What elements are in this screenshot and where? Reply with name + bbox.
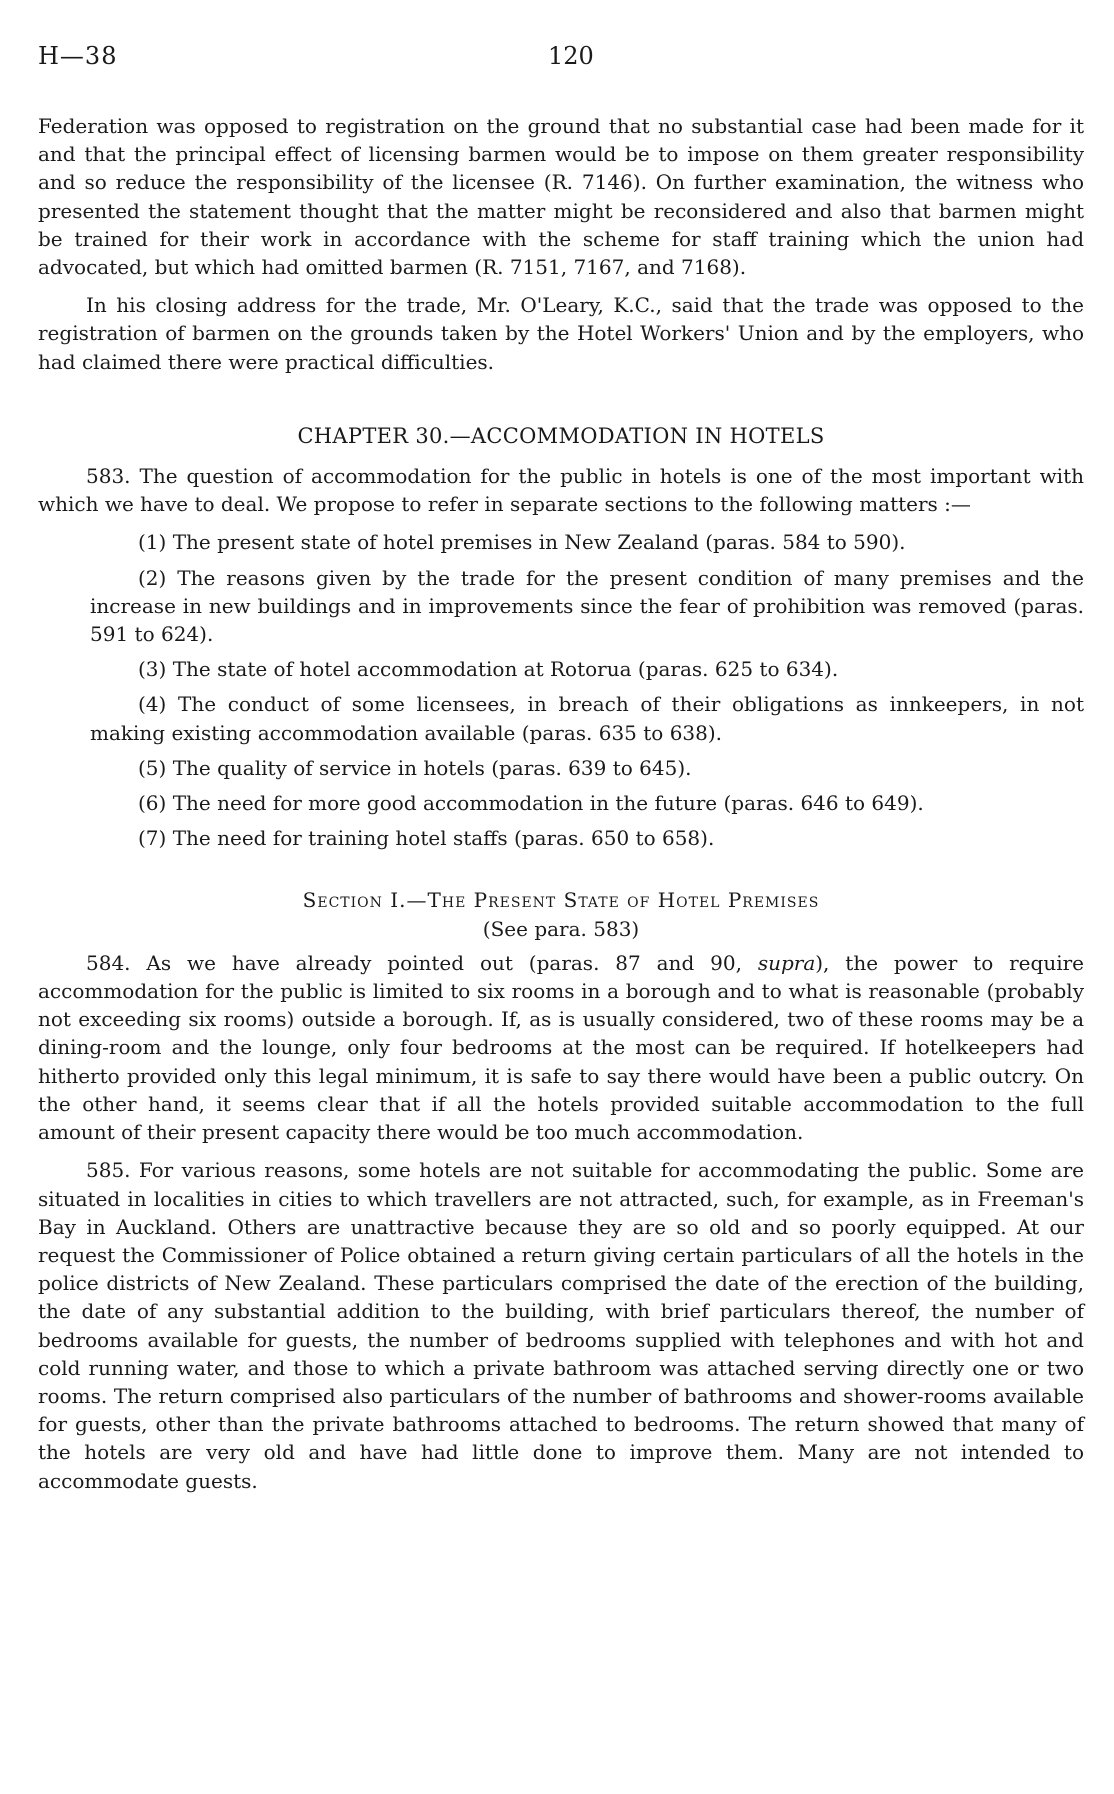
matter-item-1: (1) The present state of hotel premises in New Zealand (paras. 584 to 590). (138, 530, 906, 555)
section-title-text: Section I.—The Present State of Hotel Premises (302, 888, 820, 913)
paragraph-584 (38, 949, 1084, 1146)
matter-item-6: (6) The need for more good accommodation in the future (paras. 646 to 649). (138, 791, 924, 816)
paragraph-584-italic: supra (757, 950, 816, 975)
chapter-title: CHAPTER 30.—ACCOMMODATION IN HOTELS (297, 423, 825, 448)
page-reference: H—38 (38, 42, 118, 70)
matter-item-3: (3) The state of hotel accommodation at Rotorua (paras. 625 to 634). (138, 657, 839, 682)
matter-item-4: (4) The conduct of some licensees, in breach of their obligations as innkeepers, in not making existing accommodation available (paras. 635 to 638). (90, 692, 1084, 745)
closing-address-paragraph: In his closing address for the trade, Mr. O'Leary, K.C., said that the trade was opposed to the registration of barmen on the grounds taken by the Hotel Workers' Union and by the employers, who had claimed there were practical difficulties. (38, 293, 1084, 374)
section-subtitle: (See para. 583) (482, 916, 640, 941)
continuation-paragraph: Federation was opposed to registration on the ground that no substantial case had been made for it and that the principal effect of licensing barmen would be to impose on them greater responsibility and so reduce the responsibility of the licensee (R. 7146). On further examination, the witness who presented the statement thought that the matter might be reconsidered and also that barmen might be trained for their work in accordance with the scheme for staff training which the union had advocated, but which had omitted barmen (R. 7151, 7167, and 7168). (38, 114, 1084, 280)
paragraph-585: 585. For various reasons, some hotels are not suitable for accommodating the public. Some are situated in localities in cities to which travellers are not attracted, such, for example, as in Freeman's Bay in Auckland. Others are unattractive because they are so old and so poorly equipped. At our request the Commissioner of Police obtained a return giving certain particulars of all the hotels in the police districts of New Zealand. These particulars comprised the date of the erection of the building, the date of any substantial addition to the building, with brief particulars thereof, the number of bedrooms available for guests, the number of bedrooms supplied with telephones and with hot and cold running water, and those to which a private bathroom was attached serving directly one or two rooms. The return comprised also particulars of the number of bathrooms and shower-rooms available for guests, other than the private bathrooms attached to bedrooms. The return showed that many of the hotels are very old and have had little done to improve them. Many are not intended to accommodate guests. (38, 1158, 1084, 1493)
matter-item-5: (5) The quality of service in hotels (paras. 639 to 645). (138, 755, 692, 780)
section-title (38, 886, 1084, 914)
page-number: 120 (548, 42, 594, 70)
page-body (38, 112, 1084, 1505)
paragraph-584-text-end: ), the power to require accommodation for the public is limited to six rooms in a borough and to what is reasonable (probably not exceeding six rooms) outside a borough. If, as is usually considered, two of these rooms may be a dining-room and the lounge, only four bedrooms at the most can be required. If hotelkeepers had hitherto provided only this legal minimum, it is safe to say there would have been a public outcry. On the other hand, it seems clear that if all the hotels provided suitable accommodation to the full amount of their present capacity there would be too much accommodation. (38, 950, 1084, 1145)
matter-item-7: (7) The need for training hotel staffs (paras. 650 to 658). (138, 826, 715, 851)
matter-item-2: (2) The reasons given by the trade for the present condition of many premises and the increase in new buildings and in improvements since the fear of prohibition was removed (paras. 591 to 624). (90, 565, 1084, 647)
paragraph-583: 583. The question of accommodation for the public in hotels is one of the most important with which we have to deal. We propose to refer in separate sections to the following matters :— (38, 464, 1084, 517)
paragraph-584-text-start: 584. As we have already pointed out (paras. 87 and 90, (86, 950, 758, 975)
